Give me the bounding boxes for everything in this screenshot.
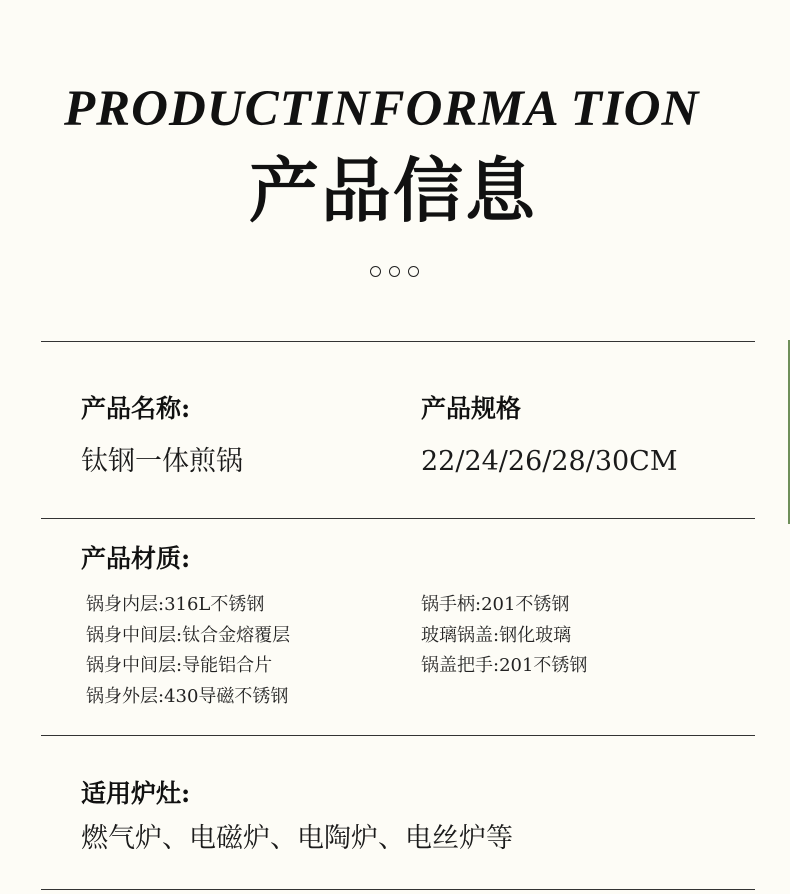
stove-label: 适用炉灶: bbox=[81, 779, 191, 808]
divider-lower bbox=[41, 735, 755, 736]
circle-icon bbox=[389, 266, 400, 277]
circle-icon bbox=[370, 266, 381, 277]
title-english: PRODUCTINFORMA TION bbox=[64, 81, 700, 137]
product-name-label: 产品名称: bbox=[81, 394, 191, 423]
material-left-item: 锅身中间层:导能铝合片 bbox=[86, 655, 273, 676]
product-spec-value: 22/24/26/28/30CM bbox=[421, 446, 678, 477]
material-right-item: 玻璃锅盖:钢化玻璃 bbox=[421, 625, 572, 646]
material-left-item: 锅身外层:430导磁不锈钢 bbox=[86, 686, 289, 707]
circle-icon bbox=[408, 266, 419, 277]
material-right-item: 锅盖把手:201不锈钢 bbox=[421, 655, 588, 676]
material-right-item: 锅手柄:201不锈钢 bbox=[421, 594, 570, 615]
stove-value: 燃气炉、电磁炉、电陶炉、电丝炉等 bbox=[81, 823, 513, 854]
divider-middle bbox=[41, 518, 755, 519]
decorative-dots bbox=[370, 266, 419, 277]
divider-bottom bbox=[41, 889, 755, 890]
material-label: 产品材质: bbox=[81, 544, 191, 573]
product-name-value: 钛钢一体煎锅 bbox=[81, 446, 243, 477]
material-left-item: 锅身内层:316L不锈钢 bbox=[86, 594, 265, 615]
divider-top bbox=[41, 341, 755, 342]
product-spec-label: 产品规格 bbox=[421, 394, 522, 423]
title-chinese: 产品信息 bbox=[249, 149, 537, 232]
material-left-item: 锅身中间层:钛合金熔覆层 bbox=[86, 625, 291, 646]
